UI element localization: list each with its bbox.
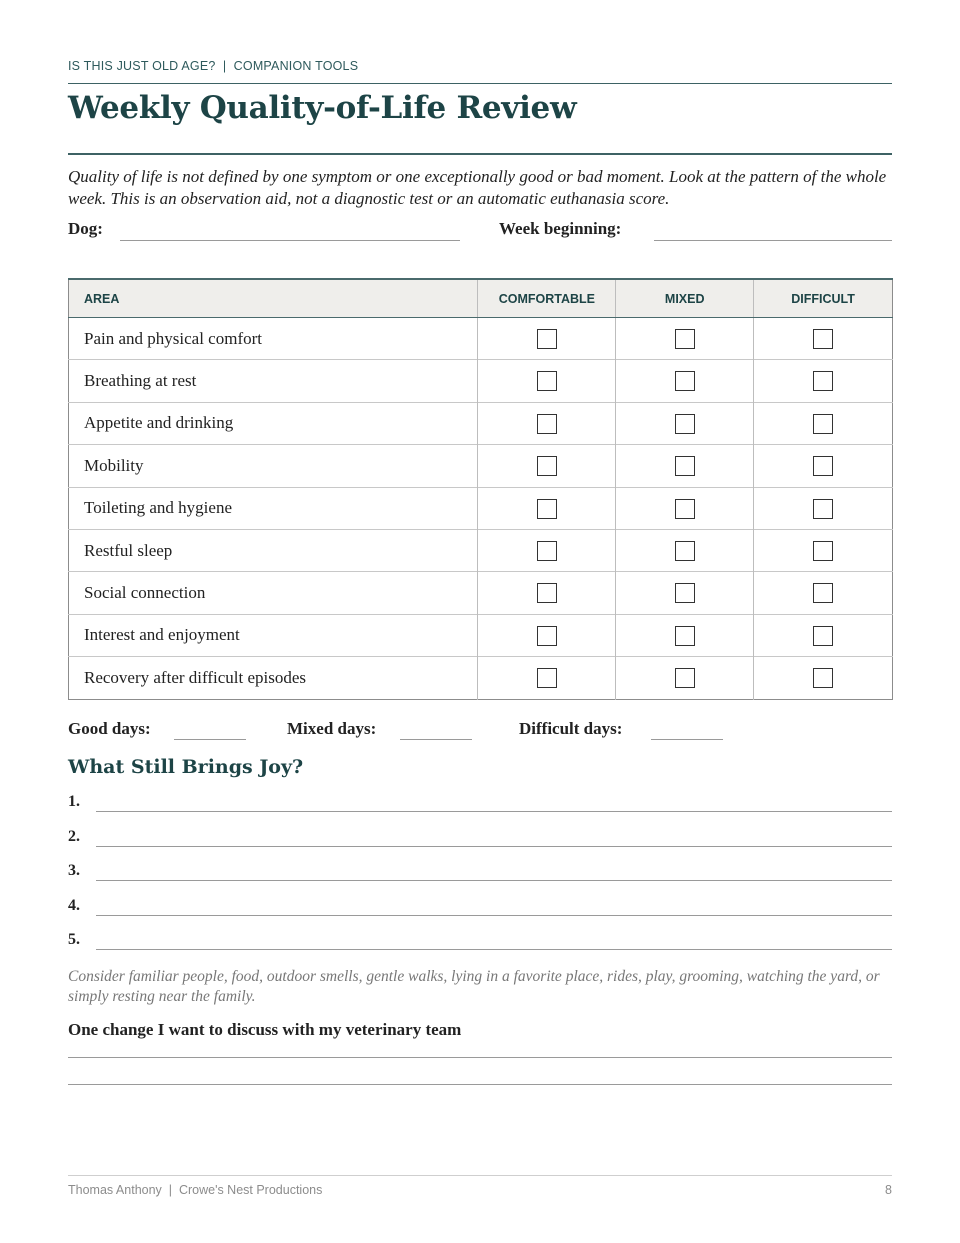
intro-text: Quality of life is not defined by one symptom or one exceptionally good or bad moment. Look at the pattern of the whole week. This is an observation aid, not a diagnostic test or an automatic euthanasia score. bbox=[68, 167, 887, 208]
difficult-checkbox[interactable] bbox=[813, 541, 833, 561]
difficult-checkbox[interactable] bbox=[813, 371, 833, 391]
difficult-days-field[interactable] bbox=[651, 739, 723, 740]
joy-item-field[interactable] bbox=[96, 949, 892, 950]
mixed-checkbox[interactable] bbox=[675, 329, 695, 349]
area-label: Breathing at rest bbox=[69, 360, 478, 402]
comfortable-checkbox[interactable] bbox=[537, 668, 557, 688]
joy-item-number: 5. bbox=[68, 931, 80, 948]
table-row bbox=[69, 487, 893, 529]
table-row bbox=[69, 402, 893, 444]
joy-item-number: 4. bbox=[68, 897, 80, 914]
week-beginning-label: Week beginning: bbox=[499, 219, 622, 238]
page-number: 8 bbox=[885, 1183, 892, 1197]
comfortable-checkbox[interactable] bbox=[537, 541, 557, 561]
table-row bbox=[69, 572, 893, 614]
area-label: Appetite and drinking bbox=[69, 402, 478, 444]
joy-list-item bbox=[68, 793, 892, 813]
joy-item-field[interactable] bbox=[96, 915, 892, 916]
column-header-mixed: MIXED bbox=[616, 279, 754, 318]
week-beginning-field[interactable] bbox=[654, 240, 892, 241]
header-rule bbox=[68, 83, 892, 84]
comfortable-checkbox[interactable] bbox=[537, 456, 557, 476]
difficult-checkbox[interactable] bbox=[813, 414, 833, 434]
mixed-checkbox[interactable] bbox=[675, 414, 695, 434]
joy-heading: What Still Brings Joy? bbox=[68, 756, 304, 778]
joy-list-item bbox=[68, 828, 892, 848]
table-row bbox=[69, 445, 893, 487]
table-row bbox=[69, 318, 893, 360]
mixed-checkbox[interactable] bbox=[675, 541, 695, 561]
mixed-days-label: Mixed days: bbox=[287, 719, 377, 738]
comfortable-checkbox[interactable] bbox=[537, 499, 557, 519]
footer-credit: Thomas Anthony | Crowe's Nest Productions bbox=[68, 1183, 323, 1197]
area-label: Restful sleep bbox=[69, 529, 478, 571]
area-label: Mobility bbox=[69, 445, 478, 487]
table-row bbox=[69, 529, 893, 571]
table-row bbox=[69, 657, 893, 699]
comfortable-checkbox[interactable] bbox=[537, 371, 557, 391]
table-row bbox=[69, 614, 893, 656]
difficult-days-label: Difficult days: bbox=[519, 719, 623, 738]
mixed-days-field[interactable] bbox=[400, 739, 472, 740]
difficult-checkbox[interactable] bbox=[813, 626, 833, 646]
quality-of-life-table bbox=[68, 278, 893, 700]
mixed-checkbox[interactable] bbox=[675, 583, 695, 603]
joy-hint: Consider familiar people, food, outdoor smells, gentle walks, lying in a favorite place, rides, play, grooming, watching the yard, or simply resting near the family. bbox=[68, 968, 880, 1005]
day-tally bbox=[68, 719, 892, 743]
difficult-checkbox[interactable] bbox=[813, 329, 833, 349]
dog-label: Dog: bbox=[68, 219, 103, 238]
column-header-area: AREA bbox=[69, 279, 478, 318]
good-days-label: Good days: bbox=[68, 719, 151, 738]
joy-list-item bbox=[68, 862, 892, 882]
running-head: IS THIS JUST OLD AGE? | COMPANION TOOLS bbox=[68, 59, 359, 73]
comfortable-checkbox[interactable] bbox=[537, 329, 557, 349]
joy-list-item bbox=[68, 931, 892, 951]
joy-item-number: 2. bbox=[68, 828, 80, 845]
comfortable-checkbox[interactable] bbox=[537, 626, 557, 646]
area-label: Pain and physical comfort bbox=[69, 318, 478, 360]
header-fields bbox=[68, 219, 892, 243]
mixed-checkbox[interactable] bbox=[675, 499, 695, 519]
joy-item-number: 3. bbox=[68, 862, 80, 879]
difficult-checkbox[interactable] bbox=[813, 668, 833, 688]
mixed-checkbox[interactable] bbox=[675, 668, 695, 688]
joy-item-field[interactable] bbox=[96, 880, 892, 881]
joy-item-number: 1. bbox=[68, 793, 80, 810]
mixed-checkbox[interactable] bbox=[675, 456, 695, 476]
table-header-row bbox=[69, 279, 893, 318]
title-rule bbox=[68, 153, 892, 155]
difficult-checkbox[interactable] bbox=[813, 456, 833, 476]
page-title: Weekly Quality-of-Life Review bbox=[68, 90, 577, 126]
area-label: Recovery after difficult episodes bbox=[69, 657, 478, 699]
joy-item-field[interactable] bbox=[96, 811, 892, 812]
area-label: Interest and enjoyment bbox=[69, 614, 478, 656]
table-row bbox=[69, 360, 893, 402]
difficult-checkbox[interactable] bbox=[813, 583, 833, 603]
joy-list-item bbox=[68, 897, 892, 917]
footer-rule bbox=[68, 1175, 892, 1176]
column-header-comfortable: COMFORTABLE bbox=[478, 279, 616, 318]
vet-discussion-label: One change I want to discuss with my veterinary team bbox=[68, 1020, 462, 1039]
area-label: Toileting and hygiene bbox=[69, 487, 478, 529]
column-header-difficult: DIFFICULT bbox=[754, 279, 893, 318]
good-days-field[interactable] bbox=[174, 739, 246, 740]
joy-item-field[interactable] bbox=[96, 846, 892, 847]
comfortable-checkbox[interactable] bbox=[537, 583, 557, 603]
mixed-checkbox[interactable] bbox=[675, 626, 695, 646]
mixed-checkbox[interactable] bbox=[675, 371, 695, 391]
dog-field[interactable] bbox=[120, 240, 460, 241]
vet-discussion-field[interactable] bbox=[68, 1057, 892, 1058]
area-label: Social connection bbox=[69, 572, 478, 614]
vet-discussion-field[interactable] bbox=[68, 1084, 892, 1085]
difficult-checkbox[interactable] bbox=[813, 499, 833, 519]
comfortable-checkbox[interactable] bbox=[537, 414, 557, 434]
